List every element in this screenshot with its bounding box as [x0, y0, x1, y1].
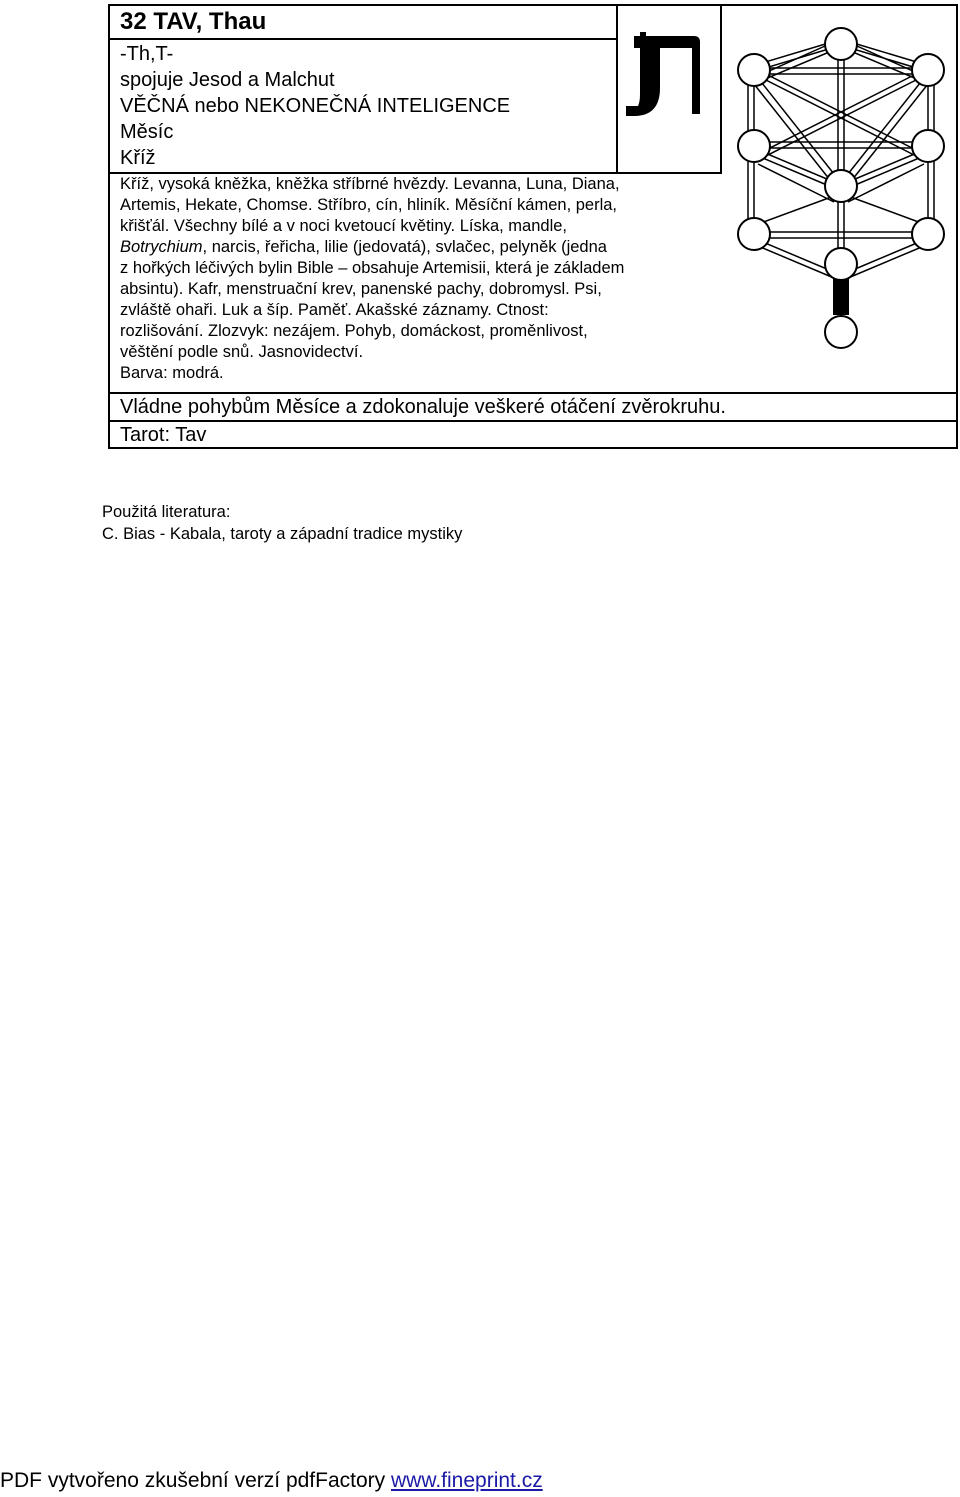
desc-line: rozlišování. Zlozvyk: nezájem. Pohyb, domáckost, proměnlivost, [120, 322, 588, 340]
info-cell [110, 40, 618, 174]
desc-line: zvláště ohaři. Luk a šíp. Paměť. Akašské záznamy. Ctnost: [120, 301, 549, 319]
footer-link[interactable]: www.fineprint.cz [390, 1469, 543, 1492]
desc-line: z hořkých léčivých bylin Bible – obsahuje Artemisii, která je základem [120, 259, 625, 277]
desc-line: Kříž, vysoká kněžka, kněžka stříbrné hvězdy. Levanna, Luna, Diana, [120, 175, 620, 193]
desc-line: křišťál. Všechny bílé a v noci kvetoucí květiny. Líska, mandle, [120, 217, 567, 235]
rule-text: Vládne pohybům Měsíce a zdokonaluje veškeré otáčení zvěrokruhu. [120, 396, 726, 418]
footer-text: PDF vytvořeno zkušební verzí pdfFactory [0, 1469, 391, 1492]
desc-line-rest: , narcis, řeřicha, lilie (jedovatá), svlačec, pelyněk (jedna [202, 238, 607, 256]
pdf-footer [0, 1468, 543, 1494]
letter-cell [618, 6, 722, 174]
tree-cell [722, 6, 956, 394]
path-title: 32 TAV, Thau [120, 8, 267, 35]
intelligence: VĚČNÁ nebo NEKONEČNÁ INTELIGENCE [120, 95, 511, 117]
symbol: Kříž [120, 147, 156, 169]
rule-cell [110, 394, 956, 422]
tav-letter-icon [620, 32, 720, 132]
planet: Měsíc [120, 121, 174, 143]
colour-line: Barva: modrá. [120, 364, 224, 382]
title-cell [110, 6, 618, 40]
tarot-cell [110, 422, 956, 447]
path-card [108, 4, 958, 449]
desc-line [120, 237, 607, 258]
tree-of-life-icon [722, 6, 956, 394]
desc-line: Artemis, Hekate, Chomse. Stříbro, cín, hliník. Měsíční kámen, perla, [120, 196, 618, 214]
tarot-text: Tarot: Tav [120, 424, 207, 446]
botanical-name: Botrychium [120, 238, 203, 256]
literature-entry: C. Bias - Kabala, taroty a západní tradice mystiky [102, 525, 463, 543]
desc-line: věštění podle snů. Jasnovidectví. [120, 343, 364, 361]
transliteration: -Th,T- [120, 43, 174, 65]
desc-line: absintu). Kafr, menstruační krev, panenské pachy, dobromysl. Psi, [120, 280, 602, 298]
connection: spojuje Jesod a Malchut [120, 69, 335, 91]
correspondences-cell [110, 174, 722, 394]
literature-heading: Použitá literatura: [102, 503, 231, 521]
